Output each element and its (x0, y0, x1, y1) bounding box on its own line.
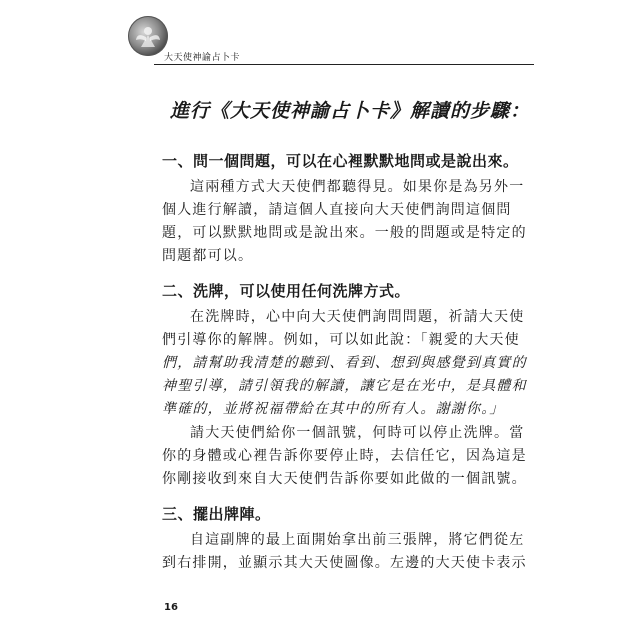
section-heading-3: 三、擺出牌陣。 (162, 505, 271, 523)
body-line: 到右排開，並顯示其大天使圖像。左邊的大天使卡表示 (162, 555, 527, 571)
header-divider (154, 64, 534, 65)
body-line: 在洗牌時，心中向大天使們詢問問題，祈請大天使 (190, 309, 525, 325)
running-header (118, 12, 538, 68)
body-line: 題，可以默默地問或是說出來。一般的問題或是特定的 (162, 225, 527, 241)
body-line: 你的身體或心裡告訴你要停止時，去信任它，因為這是 (162, 448, 527, 464)
page-number: 16 (164, 602, 178, 613)
body-line: 你剛接收到來自大天使們告訴你要如此做的一個訊號。 (162, 471, 527, 487)
body-line: 們引導你的解牌。例如，可以如此說：「親愛的大天使 (162, 332, 520, 348)
body-line: 請大天使們給你一個訊號，何時可以停止洗牌。當 (190, 425, 525, 441)
body-line: 這兩種方式大天使們都聽得見。如果你是為另外一 (190, 179, 525, 195)
section-heading-1: 一、問一個問題，可以在心裡默默地問或是說出來。 (162, 152, 519, 170)
body-line: 個人進行解讀，請這個人直接向大天使們詢問這個問 (162, 202, 512, 218)
angel-emblem-icon (128, 16, 168, 56)
series-title: 大天使神諭占卜卡 (164, 53, 241, 63)
body-line: 問題都可以。 (162, 248, 254, 264)
section-heading-2: 二、洗牌，可以使用任何洗牌方式。 (162, 282, 411, 300)
body-line: 自這副牌的最上面開始拿出前三張牌，將它們從左 (190, 532, 525, 548)
chapter-title: 進行《大天使神諭占卜卡》解讀的步驟： (170, 100, 531, 122)
body-line-prayer: 準確的，並將祝福帶給在其中的所有人。謝謝你。」 (162, 401, 505, 417)
body-line-prayer: 神聖引導，請引領我的解讀，讓它是在光中，是具體和 (162, 378, 527, 394)
body-line-prayer: 們，請幫助我清楚的聽到、看到、想到與感覺到真實的 (162, 355, 527, 371)
